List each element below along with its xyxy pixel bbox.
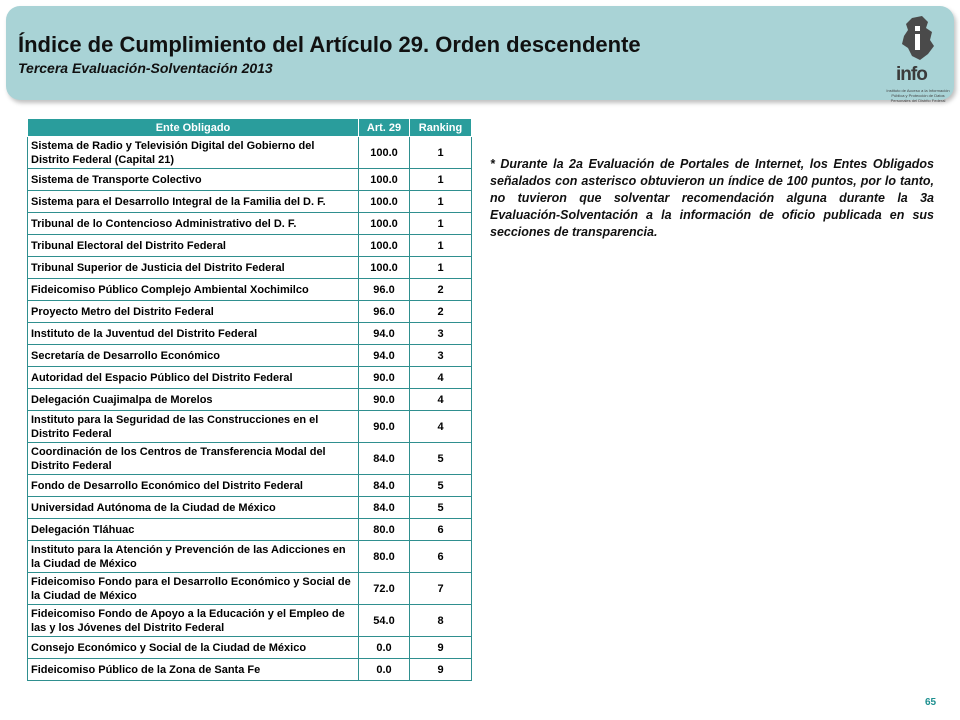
cell-ente: Universidad Autónoma de la Ciudad de México (28, 497, 359, 519)
table-row (28, 497, 472, 519)
cell-ranking: 5 (410, 475, 472, 497)
table-row (28, 443, 472, 475)
cell-ente: Proyecto Metro del Distrito Federal (28, 301, 359, 323)
table-header-row (28, 119, 472, 137)
page-title: Índice de Cumplimiento del Artículo 29. Orden descendente (18, 32, 641, 57)
column-header-ente: Ente Obligado (28, 119, 359, 137)
cell-ente: Instituto para la Seguridad de las Construcciones en el Distrito Federal (28, 411, 359, 443)
cell-ente: Tribunal Electoral del Distrito Federal (28, 235, 359, 257)
cell-art29: 90.0 (359, 367, 410, 389)
table-row (28, 323, 472, 345)
cell-art29: 100.0 (359, 235, 410, 257)
table-row (28, 345, 472, 367)
table-row (28, 301, 472, 323)
ranking-table (27, 118, 472, 681)
cell-art29: 94.0 (359, 323, 410, 345)
cell-ranking: 9 (410, 659, 472, 681)
table-row (28, 169, 472, 191)
logo-caption: Instituto de Acceso a la Información Pública y Protección de Datos Personales del Distrito Federal (886, 88, 950, 103)
cell-ente: Delegación Cuajimalpa de Morelos (28, 389, 359, 411)
cell-ente: Fideicomiso Público Complejo Ambiental Xochimilco (28, 279, 359, 301)
logo-wordmark: info (896, 64, 927, 85)
cell-art29: 72.0 (359, 573, 410, 605)
table-row (28, 411, 472, 443)
cell-ente: Sistema para el Desarrollo Integral de la Familia del D. F. (28, 191, 359, 213)
cell-ente: Tribunal Superior de Justicia del Distrito Federal (28, 257, 359, 279)
cell-art29: 84.0 (359, 475, 410, 497)
table-row (28, 475, 472, 497)
cell-art29: 0.0 (359, 637, 410, 659)
map-logo-icon (882, 14, 954, 64)
cell-art29: 84.0 (359, 443, 410, 475)
cell-ente: Autoridad del Espacio Público del Distrito Federal (28, 367, 359, 389)
cell-art29: 80.0 (359, 541, 410, 573)
cell-art29: 96.0 (359, 301, 410, 323)
cell-ranking: 1 (410, 213, 472, 235)
page-subtitle: Tercera Evaluación-Solventación 2013 (18, 60, 273, 76)
cell-ente: Fideicomiso Fondo de Apoyo a la Educación y el Empleo de las y los Jóvenes del Distrito Federal (28, 605, 359, 637)
cell-ente: Delegación Tláhuac (28, 519, 359, 541)
cell-ente: Fideicomiso Público de la Zona de Santa Fe (28, 659, 359, 681)
cell-ente: Tribunal de lo Contencioso Administrativo del D. F. (28, 213, 359, 235)
cell-ranking: 1 (410, 137, 472, 169)
cell-art29: 54.0 (359, 605, 410, 637)
cell-art29: 84.0 (359, 497, 410, 519)
table-row (28, 389, 472, 411)
table-row (28, 257, 472, 279)
cell-ranking: 5 (410, 497, 472, 519)
cell-ranking: 1 (410, 257, 472, 279)
cell-ente: Sistema de Radio y Televisión Digital del Gobierno del Distrito Federal (Capital 21) (28, 137, 359, 169)
cell-ranking: 2 (410, 301, 472, 323)
cell-art29: 90.0 (359, 389, 410, 411)
cell-ranking: 1 (410, 191, 472, 213)
cell-art29: 80.0 (359, 519, 410, 541)
table-row (28, 659, 472, 681)
cell-ranking: 7 (410, 573, 472, 605)
table-row (28, 367, 472, 389)
cell-ranking: 1 (410, 235, 472, 257)
cell-art29: 100.0 (359, 169, 410, 191)
cell-art29: 100.0 (359, 257, 410, 279)
page-number: 65 (925, 697, 937, 708)
table-row (28, 137, 472, 169)
table-row (28, 573, 472, 605)
cell-ranking: 3 (410, 345, 472, 367)
table-body (28, 137, 472, 681)
cell-art29: 100.0 (359, 137, 410, 169)
table-row (28, 279, 472, 301)
cell-ranking: 4 (410, 367, 472, 389)
cell-ranking: 5 (410, 443, 472, 475)
cell-ente: Instituto para la Atención y Prevención de las Adicciones en la Ciudad de México (28, 541, 359, 573)
cell-ente: Fideicomiso Fondo para el Desarrollo Económico y Social de la Ciudad de México (28, 573, 359, 605)
table-row (28, 605, 472, 637)
cell-ranking: 8 (410, 605, 472, 637)
cell-art29: 0.0 (359, 659, 410, 681)
cell-ranking: 6 (410, 519, 472, 541)
table-row (28, 235, 472, 257)
cell-art29: 94.0 (359, 345, 410, 367)
table-row (28, 213, 472, 235)
table-row (28, 519, 472, 541)
cell-ente: Secretaría de Desarrollo Económico (28, 345, 359, 367)
cell-ranking: 4 (410, 389, 472, 411)
cell-ranking: 6 (410, 541, 472, 573)
table-row (28, 637, 472, 659)
column-header-ranking: Ranking (410, 119, 472, 137)
cell-art29: 100.0 (359, 191, 410, 213)
column-header-art29: Art. 29 (359, 119, 410, 137)
header-banner (6, 6, 954, 103)
cell-art29: 90.0 (359, 411, 410, 443)
cell-ente: Consejo Económico y Social de la Ciudad de México (28, 637, 359, 659)
cell-art29: 96.0 (359, 279, 410, 301)
cell-ente: Coordinación de los Centros de Transferencia Modal del Distrito Federal (28, 443, 359, 475)
cell-ranking: 4 (410, 411, 472, 443)
cell-ranking: 9 (410, 637, 472, 659)
table-row (28, 541, 472, 573)
cell-ente: Sistema de Transporte Colectivo (28, 169, 359, 191)
infodf-logo (882, 14, 954, 103)
cell-ranking: 3 (410, 323, 472, 345)
cell-art29: 100.0 (359, 213, 410, 235)
cell-ranking: 1 (410, 169, 472, 191)
cell-ente: Fondo de Desarrollo Económico del Distrito Federal (28, 475, 359, 497)
cell-ente: Instituto de la Juventud del Distrito Federal (28, 323, 359, 345)
footnote: * Durante la 2a Evaluación de Portales de Internet, los Entes Obligados señalados con asterisco obtuvieron un índice de 100 puntos, por lo tanto, no tuvieron que solventar recomendación alguna durante la 3a Evaluación-Solventación a la información de oficio publicada en sus secciones de transparencia. (490, 157, 934, 239)
cell-ranking: 2 (410, 279, 472, 301)
table-row (28, 191, 472, 213)
